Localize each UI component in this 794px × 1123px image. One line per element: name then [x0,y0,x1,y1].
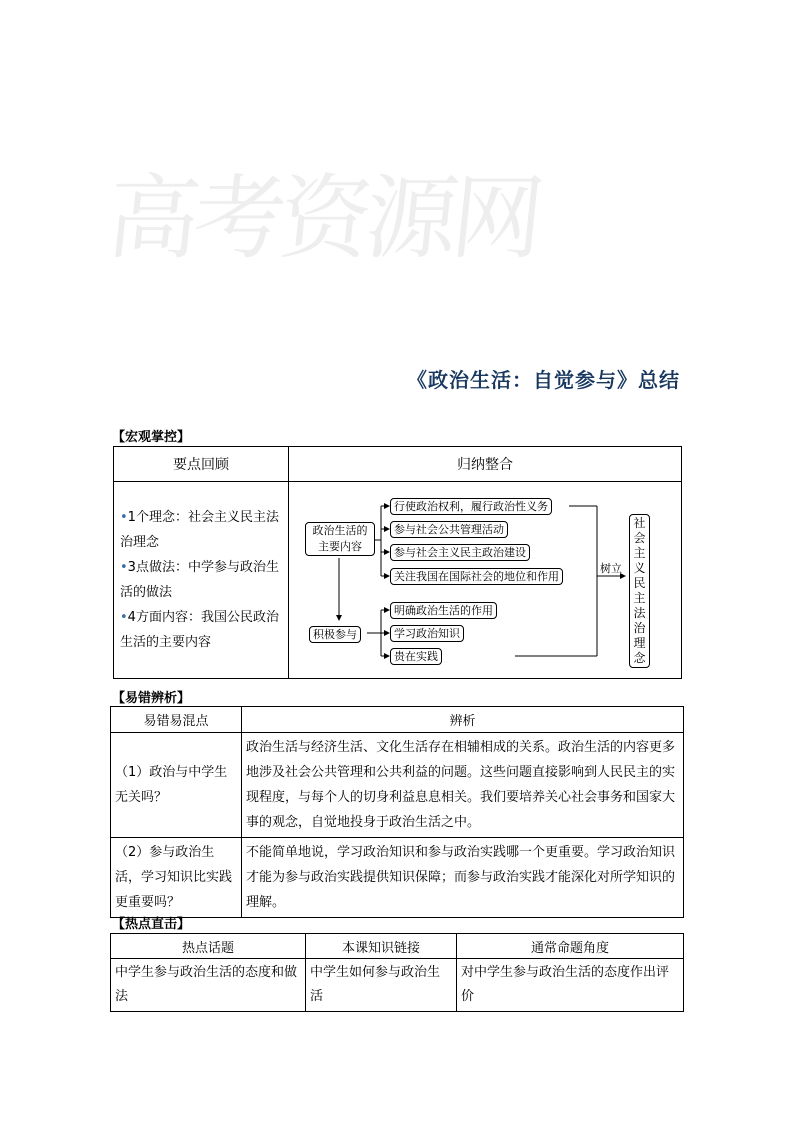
col-header-topic: 热点话题 [111,934,306,959]
concept-diagram [289,482,682,679]
key-point: •4方面内容：我国公民政治生活的主要内容 [120,610,279,650]
col-header-review: 要点回顾 [114,447,289,482]
content-item: 行使政治权利，履行政治性义务 [390,498,552,515]
section-heading-hot: 【热点直击】 [112,917,191,932]
bullet-icon: • [120,510,128,525]
active-item: 贵在实践 [390,648,442,665]
key-point: •3点做法：中学参与政治生活的做法 [120,560,279,600]
arrow-label: 树立 [600,562,622,575]
hot-angle: 对中学生参与政治生活的态度作出评价 [457,959,684,1012]
watermark-logo [102,122,544,282]
hot-link: 中学生如何参与政治生活 [306,959,457,1012]
section-heading-mistakes: 【易错辨析】 [112,691,191,706]
active-item: 明确政治生活的作用 [390,602,497,619]
bullet-icon: • [120,560,128,575]
active-item: 学习政治知识 [390,625,464,642]
bullet-icon: • [120,610,128,625]
key-points [114,482,289,679]
hot-table [110,933,684,1012]
col-header-link: 本课知识链接 [306,934,457,959]
section-heading-macro: 【宏观掌控】 [112,430,191,445]
mistake-question: （2）参与政治生活，学习知识比实践更重要吗？ [111,838,242,918]
col-header-mistake: 易错易混点 [111,707,242,733]
key-point: •1个理念：社会主义民主法治理念 [120,510,279,550]
page-title: 《政治生活：自觉参与》总结 [407,368,680,392]
col-header-angle: 通常命题角度 [457,934,684,959]
mistakes-table [110,706,684,918]
content-item: 参与社会公共管理活动 [390,521,508,538]
svg-text:高考资源网: 高考资源网 [102,164,544,272]
table-row [111,959,684,1012]
table-row [111,838,684,918]
macro-table [113,446,682,679]
hot-topic: 中学生参与政治生活的态度和做法 [111,959,306,1012]
col-header-analysis: 辨析 [242,707,684,733]
content-item: 关注我国在国际社会的地位和作用 [390,568,563,585]
mistake-answer: 政治生活与经济生活、文化生活存在相辅相成的关系。政治生活的内容更多地涉及社会公共管理和公共利益的问题。这些问题直接影响到人民民主的实现程度，与每个人的切身利益息息相关。我们要培养关心社会事务和国家大事的观念，自觉地投身于政治生活之中。 [242,733,684,838]
mistake-answer: 不能简单地说，学习政治知识和参与政治实践哪一个更重要。学习政治知识才能为参与政治实践提供知识保障；而参与政治实践才能深化对所学知识的理解。 [242,838,684,918]
node-result: 社会主义民主法治理念 [629,514,650,668]
col-header-summary: 归纳整合 [289,447,682,482]
mistake-question: （1）政治与中学生无关吗？ [111,733,242,838]
content-item: 参与社会主义民主政治建设 [390,544,530,561]
table-row [111,733,684,838]
node-main-content: 政治生活的主要内容 [305,522,375,556]
node-active-participation: 积极参与 [309,626,361,643]
